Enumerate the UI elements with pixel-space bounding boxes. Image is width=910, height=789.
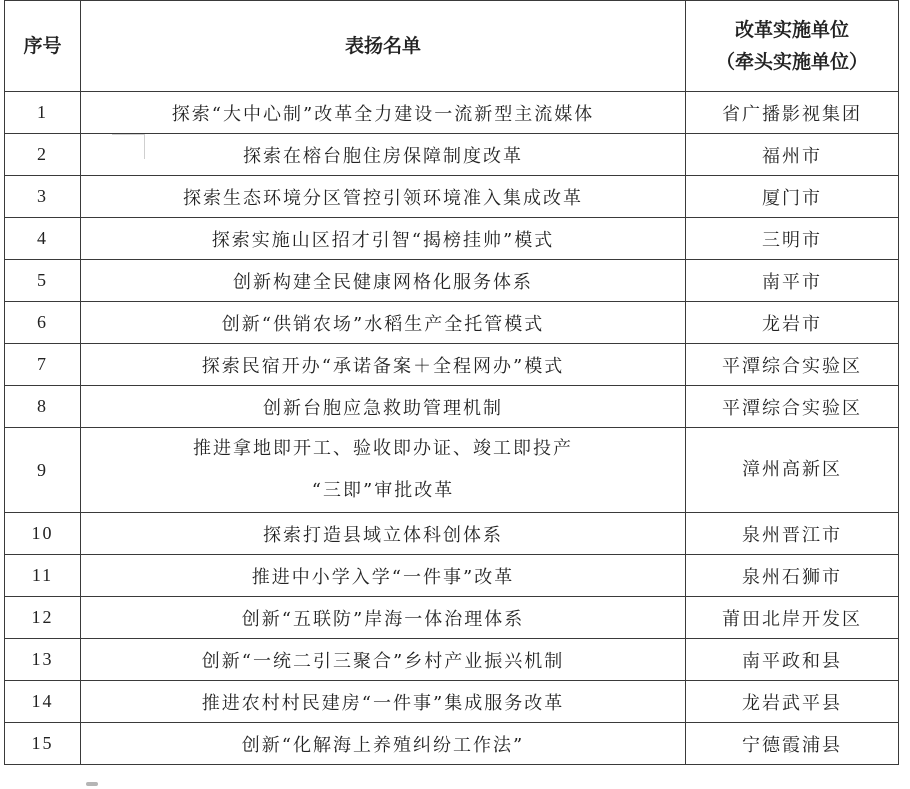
serial-number-cell: 10	[5, 513, 81, 555]
serial-number-cell: 6	[5, 302, 81, 344]
table-body	[5, 92, 899, 765]
reform-title-cell	[81, 639, 686, 681]
reform-title-line: 创新台胞应急救助管理机制	[263, 397, 503, 419]
implementing-unit-cell: 南平政和县	[686, 639, 899, 681]
implementing-unit-cell: 漳州高新区	[686, 428, 899, 513]
implementing-unit-cell: 泉州石狮市	[686, 555, 899, 597]
table-row	[5, 597, 899, 639]
reform-title-line: 推进拿地即开工、验收即办证、竣工即投产	[193, 438, 573, 459]
implementing-unit-cell: 宁德霞浦县	[686, 723, 899, 765]
serial-number-cell: 1	[5, 92, 81, 134]
faint-scan-mark	[112, 134, 145, 159]
reform-title-line: 创新“五联防”岸海一体治理体系	[241, 608, 525, 630]
table-row	[5, 344, 899, 386]
reform-title-line: 探索打造县域立体科创体系	[263, 524, 503, 546]
reform-title-line: 创新“化解海上养殖纠纷工作法”	[241, 734, 525, 756]
reform-title-line: 创新“供销农场”水稻生产全托管模式	[221, 313, 545, 335]
reform-title-cell	[81, 597, 686, 639]
implementing-unit-cell: 平潭综合实验区	[686, 386, 899, 428]
commendation-table	[4, 0, 899, 765]
serial-number-cell: 7	[5, 344, 81, 386]
reform-title-line: 探索生态环境分区管控引领环境准入集成改革	[183, 187, 583, 209]
table-row	[5, 681, 899, 723]
reform-title-line: 探索在榕台胞住房保障制度改革	[243, 145, 523, 167]
implementing-unit-cell: 龙岩市	[686, 302, 899, 344]
serial-number-cell: 3	[5, 176, 81, 218]
header-implementing-unit	[686, 1, 899, 92]
header-unit-line-1: 改革实施单位	[734, 19, 849, 41]
reform-title-line: 探索实施山区招才引智“揭榜挂帅”模式	[211, 229, 555, 251]
table-row	[5, 428, 899, 513]
implementing-unit-cell: 省广播影视集团	[686, 92, 899, 134]
reform-title-cell	[81, 260, 686, 302]
table-row	[5, 555, 899, 597]
reform-title-cell	[81, 513, 686, 555]
reform-title-cell	[81, 218, 686, 260]
table-row	[5, 513, 899, 555]
reform-title-cell	[81, 723, 686, 765]
reform-title-line: 探索“大中心制”改革全力建设一流新型主流媒体	[171, 103, 595, 125]
reform-title-line: 推进中小学入学“一件事”改革	[251, 566, 515, 588]
table-row	[5, 176, 899, 218]
implementing-unit-cell: 厦门市	[686, 176, 899, 218]
serial-number-cell: 13	[5, 639, 81, 681]
serial-number-cell: 2	[5, 134, 81, 176]
reform-title-cell	[81, 134, 686, 176]
table-row	[5, 260, 899, 302]
serial-number-cell: 8	[5, 386, 81, 428]
reform-title-line: “三即”审批改革	[311, 480, 455, 501]
reform-title-cell	[81, 681, 686, 723]
table-row	[5, 723, 899, 765]
implementing-unit-cell: 福州市	[686, 134, 899, 176]
reform-title-cell	[81, 302, 686, 344]
serial-number-cell: 15	[5, 723, 81, 765]
serial-number-cell: 11	[5, 555, 81, 597]
reform-title-cell	[81, 555, 686, 597]
header-commendation-list: 表扬名单	[81, 1, 686, 92]
reform-title-cell	[81, 344, 686, 386]
reform-title-line: 创新构建全民健康网格化服务体系	[233, 271, 533, 293]
serial-number-cell: 14	[5, 681, 81, 723]
implementing-unit-cell: 平潭综合实验区	[686, 344, 899, 386]
implementing-unit-cell: 南平市	[686, 260, 899, 302]
reform-title-line: 创新“一统二引三聚合”乡村产业振兴机制	[201, 650, 565, 672]
reform-title-cell	[81, 428, 686, 513]
reform-title-cell	[81, 92, 686, 134]
reform-title-cell	[81, 176, 686, 218]
table-row	[5, 92, 899, 134]
serial-number-cell: 9	[5, 428, 81, 513]
header-serial-number: 序号	[5, 1, 81, 92]
serial-number-cell: 12	[5, 597, 81, 639]
stray-scan-mark	[86, 782, 98, 786]
implementing-unit-cell: 泉州晋江市	[686, 513, 899, 555]
table-row	[5, 639, 899, 681]
header-unit-line-2: （牵头实施单位）	[715, 51, 868, 73]
implementing-unit-cell: 龙岩武平县	[686, 681, 899, 723]
table-header-row	[5, 1, 899, 92]
serial-number-cell: 4	[5, 218, 81, 260]
implementing-unit-cell: 莆田北岸开发区	[686, 597, 899, 639]
reform-title-line: 推进农村村民建房“一件事”集成服务改革	[201, 692, 565, 714]
table-row	[5, 386, 899, 428]
table-row	[5, 302, 899, 344]
reform-title-line: 探索民宿开办“承诺备案＋全程网办”模式	[201, 355, 565, 377]
table-row	[5, 218, 899, 260]
serial-number-cell: 5	[5, 260, 81, 302]
implementing-unit-cell: 三明市	[686, 218, 899, 260]
reform-title-cell	[81, 386, 686, 428]
